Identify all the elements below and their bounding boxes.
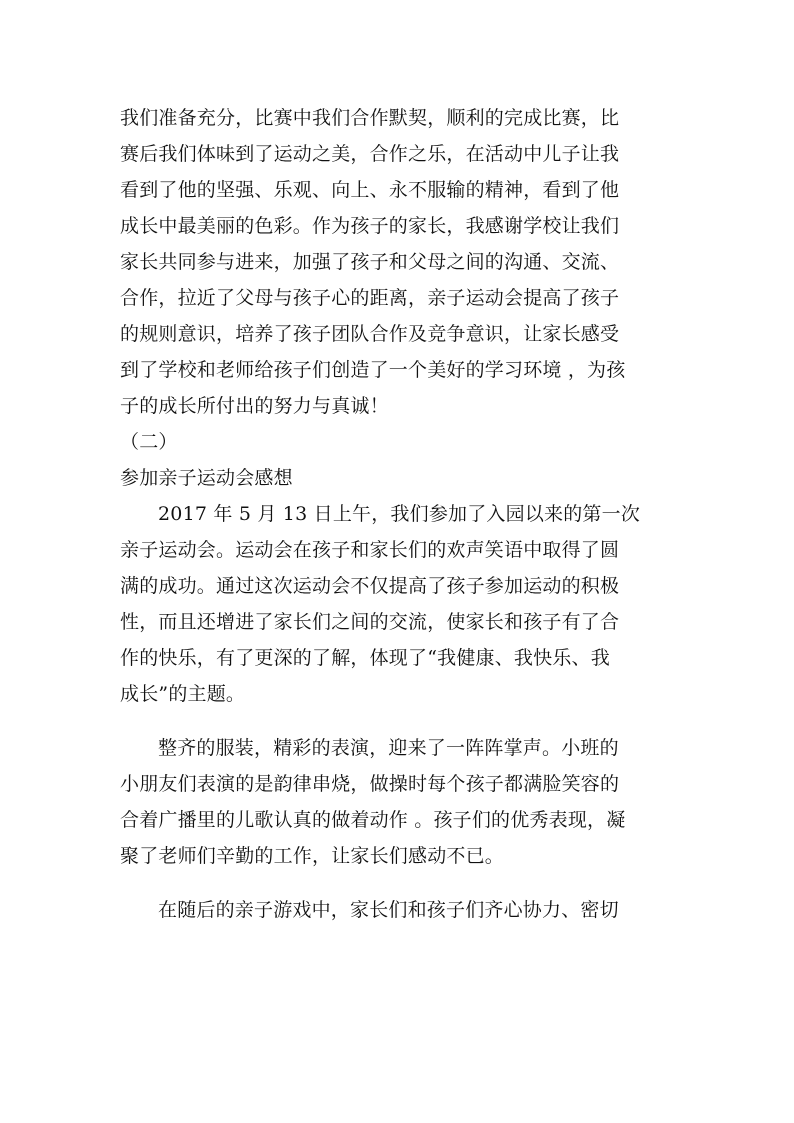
continuation-paragraph [120, 100, 680, 424]
text-line: 小朋友们表演的是韵律串烧，做操时每个孩子都满脸笑容的 [120, 773, 620, 795]
text-line: 性，而且还增进了家长们之间的交流，使家长和孩子有了合 [120, 611, 620, 633]
text-line: 看到了他的坚强、乐观、向上、永不服输的精神，看到了他 [120, 179, 620, 201]
text-line: 成长中最美丽的色彩。作为孩子的家长，我感谢学校让我们 [120, 215, 620, 237]
section-title: 参加亲子运动会感想 [120, 467, 293, 489]
document-page [120, 100, 680, 928]
text-line: 的规则意识，培养了孩子团队合作及竞争意识，让家长感受 [120, 323, 620, 345]
text-line: 亲子运动会。运动会在孩子和家长们的欢声笑语中取得了圆 [120, 539, 620, 561]
text-line: 合着广播里的儿歌认真的做着动作 。孩子们的优秀表现，凝 [120, 809, 626, 831]
text-line: 我们准备充分，比赛中我们合作默契，顺利的完成比赛，比 [120, 107, 620, 129]
paragraph-2 [120, 730, 680, 874]
paragraph-gap [120, 874, 680, 892]
paragraph-1 [120, 496, 680, 712]
paragraph-3 [120, 892, 680, 928]
paragraph-gap [120, 712, 680, 730]
text-line: 合作，拉近了父母与孩子心的距离，亲子运动会提高了孩子 [120, 287, 620, 309]
text-line: 聚了老师们辛勤的工作，让家长们感动不已。 [120, 845, 505, 867]
text-line: 成长”的主题。 [120, 683, 246, 705]
text-line: 2017 年 5 月 13 日上午，我们参加了入园以来的第一次 [158, 503, 641, 525]
text-line: 到了学校和老师给孩子们创造了一个美好的学习环境 ，为孩 [120, 359, 626, 381]
text-line: 满的成功。通过这次运动会不仅提高了孩子参加运动的积极 [120, 575, 620, 597]
text-line: 整齐的服装，精彩的表演，迎来了一阵阵掌声。小班的 [158, 737, 619, 759]
text-line: 作的快乐，有了更深的了解，体现了“我健康、我快乐、我 [120, 647, 610, 669]
text-line: 家长共同参与进来，加强了孩子和父母之间的沟通、交流、 [120, 251, 620, 273]
text-line: 在随后的亲子游戏中，家长们和孩子们齐心协力、密切 [158, 899, 619, 921]
section-number: （二） [120, 431, 178, 453]
text-line: 赛后我们体味到了运动之美，合作之乐，在活动中儿子让我 [120, 143, 620, 165]
text-line: 子的成长所付出的努力与真诚！ [120, 395, 389, 417]
